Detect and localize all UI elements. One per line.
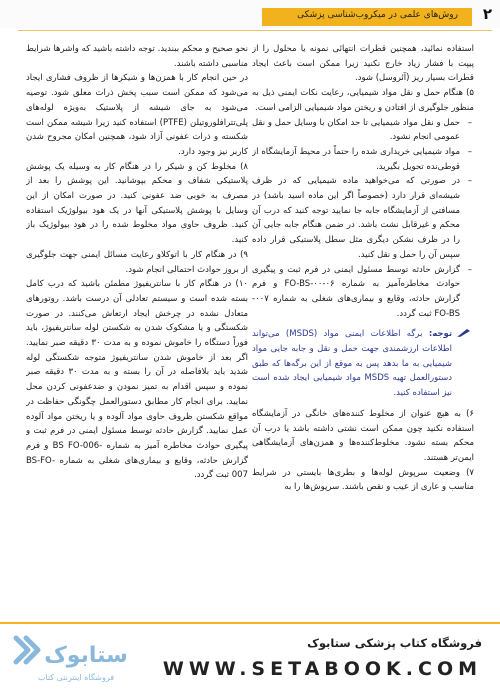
bullet-item: – حمل و نقل مواد شیمیایی تا حد امکان با وسایل حمل و نقل عمومی انجام نشود. [252, 116, 474, 145]
item-8: ۸) مخلوط کن و شیکر را در هنگام کار به وسیله یک پوشش پلاستیکی شفاف و محکم بپوشانید. این پوشش را بعد از مصرف به خوبی ضد عفونی کنید. در صورت امکان از این وسایل با پوشش پلاستیکی آنها در یک هود بیولوژیک استفاده کنید. ظروف حاوی مواد مخلوط شده را در هود بیولوژیک باز کنید. [26, 161, 248, 246]
item-6: ۶) به هیچ عنوان از مخلوط کننده‌های خانگی در آزمایشگاه استفاده نکنید چون ممکن است نشتی داشته باشد یا درب آن محکم بسته نشود. مخلوط‌کننده‌ها و همزن‌های آزمایشگاهی ایمن‌تر هستند. [252, 408, 474, 463]
page-header [0, 0, 500, 28]
logo-subtext: فروشگاه اینترنتی کتاب [37, 673, 115, 682]
right-column [252, 42, 474, 618]
bullet-item: – گزارش حادثه توسط مسئول ایمنی در فرم ثبت و پیگیری حوادث مخاطره‌آمیز به شماره ۰۶-۰۰-FO-BS و فرم گزارش حادثه، وقایع و بیماری‌های شغلی به شماره ۰۰۷-FO-BS ثبت گردد. [252, 263, 474, 322]
header-divider [18, 30, 492, 31]
paragraph-intro: استفاده نمائید، همچنین قطرات انتهائی نمونه یا محلول را از پیپت با فشار زیاد خارج نکنید زیرا ممکن است باعث ایجاد قطرات بسیار ریز (آئروسل) شود. [252, 44, 474, 84]
running-title: روش‌های علمی در میکروب‌شناسی پزشکی [297, 10, 458, 20]
page-number: ۲ [482, 5, 492, 23]
store-url[interactable]: WWW.SETABOOK.COM [162, 658, 482, 680]
setabook-logo [10, 630, 130, 688]
store-title: فروشگاه کتاب پزشکی ستابوک [307, 636, 482, 650]
item-7-continued: در حین انجام کار با همزن‌ها و شیکرها از ظروف فشاری ایجاد می‌شود که ممکن است سبب پخش ذرات معلق شود. توصیه می‌شود به جای شیشه از پلاستیک به‌ویژه لوله‌های پلی‌تترافلوروتیلن (PTFE) استفاده کنید زیرا شیشه ممکن است شکسته و ذرات عفونی آزاد شود، همچنین امکان مجروح شدن کاربر نیز وجود دارد. [26, 73, 248, 157]
footer-divider [0, 622, 500, 624]
item-10: ۱۰) در هنگام کار با سانتریفیوژ مطمئن باشید که درب کامل بسته شده است و سیستم تعادلی آن درست باشد. روتورهای متعادل نشده در چرخش ایجاد ارتعاش می‌کنند. در صورت شکستگی و یا مشکوک شدن به شکستن لوله سانتریفیوژ، باید فوراً دستگاه را خاموش نموده و به مدت ۳۰ دقیقه صبر نمایید. اگر بعد از خاموش شدن سانتریفیوژ متوجه شکستگی لوله شدید باید بلافاصله در آن را بسته و به مدت ۳۰ دقیقه صبر نموده و سپس اقدام به تمیز نمودن و ضدعفونی کردن محل نمایید. برای انجام کار مطابق دستورالعمل چگونگی حفاظت در مواقع شکستن ظروف حاوی مواد آلوده و یا ریختن مواد آلوده عمل نمایید. گزارش حادثه توسط مسئول ایمنی در فرم ثبت و پیگیری حوادث مخاطره آمیز به شماره -BS FO-006 و فرم گزارش حادثه، وقایع و بیماری‌های شغلی به شماره BS-FO-007 ثبت گردد. [26, 279, 248, 481]
bullet-item: – مواد شیمیایی خریداری شده را حتماً در محیط آزمایشگاه از قوطی‌نده تحویل بگیرید. [252, 145, 474, 174]
note-text: برگه اطلاعات ایمنی مواد (MSDS) می‌تواند اطلاعات ارزشمندی جهت حمل و نقل و جابه جایی مواد شیمیایی به ما بدهد پس به موقع از این برگه‌ها که طبق دستورالعمل تهیه MSDS مواد شیمیایی ایجاد شده است نیز استفاده کنید. [252, 329, 453, 399]
logo-wordmark: ستابوک [44, 643, 128, 668]
paragraph-continued: نحو صحیح و محکم ببندید. توجه داشته باشید که واشرها شرایط مناسبی داشته باشند. [26, 44, 248, 69]
note-box [252, 327, 474, 401]
bullet-item: – در صورتی که می‌خواهید ماده شیمیایی که در ظرف شیشه‌ای قرار دارد (خصوصاً اگر این ماده اسید باشد) در مسافتی از آزمایشگاه جابه جا نمایید توجه کنید که درب آن محکم و غیرقابل نشت باشد. در ضمن هنگام جابه جایی آن را در ظرف نشکن دیگری مثل سطل پلاستیکی قرار داده سپس آن را حمل و نقل کنید. [252, 174, 474, 262]
left-column [26, 42, 248, 618]
item-7: ۷) وضعیت سرپوش لوله‌ها و بطری‌ها بایستی در شرایط مناسب و عاری از عیب و نقص باشند. سرپوش‌ها را به [252, 467, 474, 493]
item-5: ۵) هنگام حمل و نقل مواد شیمیایی، رعایت نکات ایمنی ذیل به منظور جلوگیری از افتادن و ریختن مواد شیمیایی الزامی است. [252, 88, 474, 113]
note-label: توجه: [428, 329, 453, 340]
item-9: ۹) در هنگام کار با اتوکلاو رعایت مسائل ایمنی جهت جلوگیری از بروز حوادث احتمالی انجام شود. [26, 249, 248, 275]
note-pen-icon [456, 328, 472, 338]
